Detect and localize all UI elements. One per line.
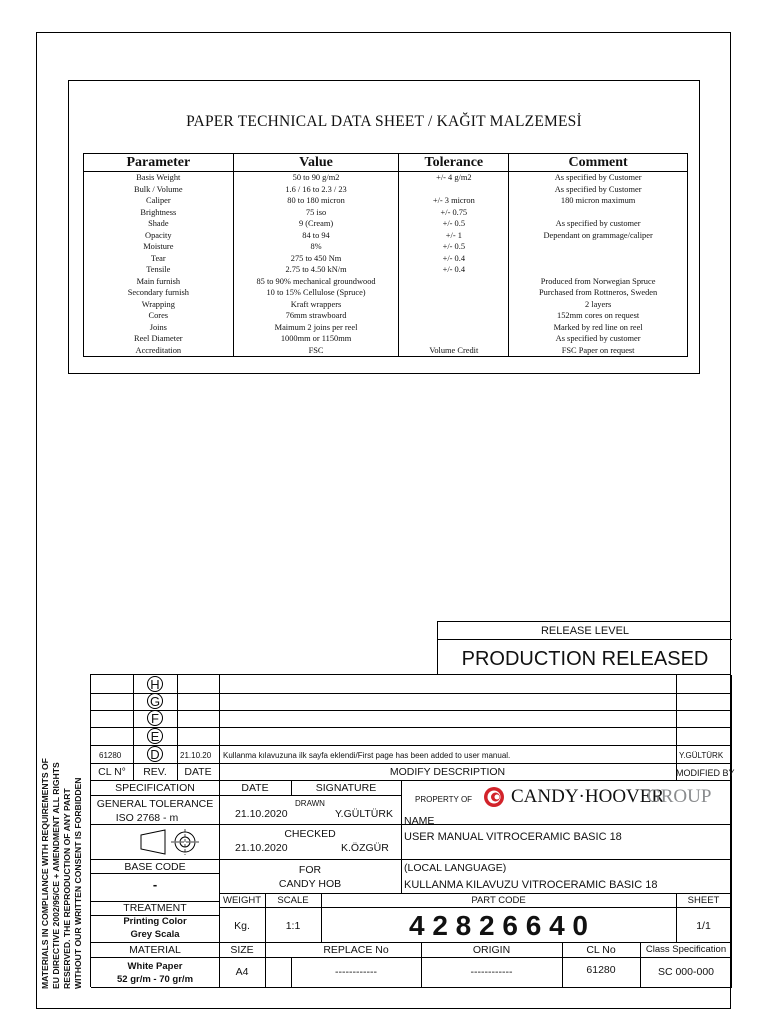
local-language-label: (LOCAL LANGUAGE) [404, 862, 507, 874]
for-label: FOR [298, 864, 322, 876]
part-code-label: PART CODE [471, 895, 526, 906]
table-row [84, 345, 688, 357]
class-specification-label: Class Specification [645, 944, 727, 955]
table-header-row [84, 154, 688, 172]
column-header: Parameter [84, 154, 234, 172]
table-cell [399, 322, 509, 334]
material-line1: White Paper [127, 961, 183, 972]
header-rev: REV. [143, 766, 167, 778]
release-status: PRODUCTION RELEASED [461, 648, 709, 670]
weight-label: WEIGHT [223, 895, 261, 906]
property-of-label: PROPERTY OF [415, 795, 473, 804]
revision-letter: D [147, 746, 163, 762]
table-cell: 180 micron maximum [509, 195, 688, 207]
table-row [84, 322, 688, 334]
table-cell [399, 276, 509, 288]
revision-description: Kullanma kılavuzuna ilk sayfa eklendi/First page has been added to user manual. [223, 751, 511, 760]
table-cell [399, 299, 509, 311]
table-cell: Joins [84, 322, 234, 334]
table-cell [399, 310, 509, 322]
table-row [84, 172, 688, 184]
column-header: Value [233, 154, 399, 172]
table-row [84, 333, 688, 345]
origin-label: ORIGIN [472, 944, 511, 956]
release-level-box [437, 621, 731, 675]
revision-cl-no: 61280 [99, 751, 122, 760]
checked-by: K.ÖZGÜR [341, 842, 389, 854]
table-cell [509, 253, 688, 265]
replace-value: ------------ [335, 966, 377, 978]
table-row [84, 207, 688, 219]
treatment-label: TREATMENT [123, 902, 187, 914]
treatment-line1: Printing Color [123, 916, 187, 927]
table-cell: Tensile [84, 264, 234, 276]
table-cell: +/- 0.75 [399, 207, 509, 219]
name-label: NAME [404, 815, 435, 827]
revision-letter: E [147, 728, 163, 744]
table-cell: 80 to 180 micron [233, 195, 399, 207]
side-compliance-note: MATERIALS IN COMPLIANCE WITH REQUIREMENTS OF EU DIRECTIVE 2002/95/CE + AMENDMENT ALL RIGHTS RESERVED. THE REPRODUCTION OF ANY PART WITHOUT OUR WRITTEN CONSENT IS FORBIDDEN [40, 758, 83, 989]
technical-data-sheet [68, 80, 700, 374]
header-date: DATE [184, 766, 212, 778]
column-header: Comment [509, 154, 688, 172]
table-cell: 2 layers [509, 299, 688, 311]
header-modify-description: MODIFY DESCRIPTION [389, 766, 506, 778]
drawn-by: Y.GÜLTÜRK [335, 808, 393, 820]
table-cell: +/- 0.5 [399, 218, 509, 230]
revision-letter: H [147, 676, 163, 692]
table-row [84, 184, 688, 196]
table-cell: Volume Credit [399, 345, 509, 357]
drawn-label: DRAWN [295, 799, 325, 808]
class-specification-value: SC 000-000 [657, 966, 715, 978]
treatment-line2: Grey Scala [130, 929, 180, 940]
table-cell: +/- 0.4 [399, 264, 509, 276]
table-cell: Purchased from Rottneros, Sweden [509, 287, 688, 299]
table-cell: 75 iso [233, 207, 399, 219]
table-cell: Reel Diameter [84, 333, 234, 345]
table-cell: 1.6 / 16 to 2.3 / 23 [233, 184, 399, 196]
iso-standard: ISO 2768 - m [115, 812, 179, 824]
table-cell: Bulk / Volume [84, 184, 234, 196]
table-cell: Main furnish [84, 276, 234, 288]
table-cell: +/- 0.5 [399, 241, 509, 253]
table-row [84, 299, 688, 311]
drawn-date: 21.10.2020 [235, 808, 288, 820]
table-cell: +/- 4 g/m2 [399, 172, 509, 184]
table-cell [509, 264, 688, 276]
revision-date: 21.10.20 [180, 751, 212, 760]
table-row [84, 218, 688, 230]
table-cell: Tear [84, 253, 234, 265]
projection-symbol-icon [137, 827, 207, 857]
table-row [84, 287, 688, 299]
size-label: SIZE [230, 944, 254, 956]
table-cell: As specified by Customer [509, 172, 688, 184]
material-label: MATERIAL [129, 944, 181, 956]
table-cell: 8% [233, 241, 399, 253]
for-value: CANDY HOB [278, 878, 342, 890]
material-line2: 52 gr/m - 70 gr/m [116, 974, 194, 985]
sheet-label: SHEET [687, 895, 720, 906]
table-cell: 84 to 94 [233, 230, 399, 242]
table-cell: 275 to 450 Nm [233, 253, 399, 265]
scale-label: SCALE [277, 895, 309, 906]
base-code-value: - [152, 877, 158, 892]
header-modified-by: MODIFIED BY [676, 768, 735, 778]
table-row [84, 195, 688, 207]
table-row [84, 253, 688, 265]
base-code-label: BASE CODE [124, 861, 186, 873]
signature-label: SIGNATURE [315, 782, 377, 794]
header-cl-no: CL N° [98, 766, 126, 778]
table-cell: 50 to 90 g/m2 [233, 172, 399, 184]
table-cell: Produced from Norwegian Spruce [509, 276, 688, 288]
table-cell: Brightness [84, 207, 234, 219]
table-cell: +/- 3 micron [399, 195, 509, 207]
table-cell: 1000mm or 1150mm [233, 333, 399, 345]
table-cell: Accreditation [84, 345, 234, 357]
table-row [84, 241, 688, 253]
table-cell [399, 184, 509, 196]
revision-letter: F [147, 710, 163, 726]
company-name: CANDY·HOOVER [511, 786, 665, 807]
replace-label: REPLACE No [323, 944, 389, 956]
candy-hoover-logo-icon [483, 786, 507, 808]
table-cell [399, 287, 509, 299]
table-cell: Opacity [84, 230, 234, 242]
general-tolerance-label: GENERAL TOLERANCE [96, 798, 214, 810]
table-cell: Shade [84, 218, 234, 230]
table-cell [509, 207, 688, 219]
table-cell: FSC [233, 345, 399, 357]
table-cell: 152mm cores on request [509, 310, 688, 322]
company-group: GROUP [647, 786, 712, 807]
cl-no-value: 61280 [586, 964, 616, 976]
parameter-table [83, 153, 688, 357]
table-cell [509, 241, 688, 253]
table-row [84, 310, 688, 322]
cl-no-label: CL No [586, 944, 616, 956]
table-cell: +/- 0.4 [399, 253, 509, 265]
release-level-label: RELEASE LEVEL [540, 625, 630, 637]
table-cell: FSC Paper on request [509, 345, 688, 357]
scale-value: 1:1 [285, 920, 301, 932]
table-row [84, 276, 688, 288]
column-header: Tolerance [399, 154, 509, 172]
revision-letter: G [147, 693, 163, 709]
table-cell: As specified by customer [509, 218, 688, 230]
table-cell: Moisture [84, 241, 234, 253]
table-cell: Basis Weight [84, 172, 234, 184]
date-label: DATE [241, 782, 269, 794]
checked-label: CHECKED [284, 828, 336, 840]
origin-value: ------------ [470, 966, 513, 978]
table-cell: As specified by customer [509, 333, 688, 345]
table-row [84, 264, 688, 276]
table-cell: 10 to 15% Cellulose (Spruce) [233, 287, 399, 299]
sheet-title: PAPER TECHNICAL DATA SHEET / KAĞIT MALZEMESİ [186, 113, 582, 130]
local-language-value: KULLANMA KILAVUZU VITROCERAMIC BASIC 18 [404, 879, 658, 891]
table-cell: Caliper [84, 195, 234, 207]
table-cell: 85 to 90% mechanical groundwood [233, 276, 399, 288]
table-cell: Dependant on grammage/caliper [509, 230, 688, 242]
title-block [90, 674, 735, 987]
table-cell: Maimum 2 joins per reel [233, 322, 399, 334]
weight-unit: Kg. [234, 920, 250, 932]
table-cell [399, 333, 509, 345]
table-cell: Marked by red line on reel [509, 322, 688, 334]
sheet-value: 1/1 [696, 920, 711, 932]
revision-modified-by: Y.GÜLTÜRK [679, 751, 724, 760]
checked-date: 21.10.2020 [235, 842, 288, 854]
name-value: USER MANUAL VITROCERAMIC BASIC 18 [404, 831, 622, 843]
table-cell: Cores [84, 310, 234, 322]
table-cell: Wrapping [84, 299, 234, 311]
size-value: A4 [235, 966, 249, 978]
table-cell: Secondary furnish [84, 287, 234, 299]
table-cell: +/- 1 [399, 230, 509, 242]
table-cell: 9 (Cream) [233, 218, 399, 230]
specification-label: SPECIFICATION [115, 782, 195, 794]
part-code-value: 4 2 8 2 6 6 4 0 [408, 910, 589, 941]
table-cell: 76mm strawboard [233, 310, 399, 322]
table-cell: 2.75 to 4.50 kN/m [233, 264, 399, 276]
table-row [84, 230, 688, 242]
table-cell: Kraft wrappers [233, 299, 399, 311]
candy-hoover-logo [483, 786, 723, 808]
table-cell: As specified by Customer [509, 184, 688, 196]
